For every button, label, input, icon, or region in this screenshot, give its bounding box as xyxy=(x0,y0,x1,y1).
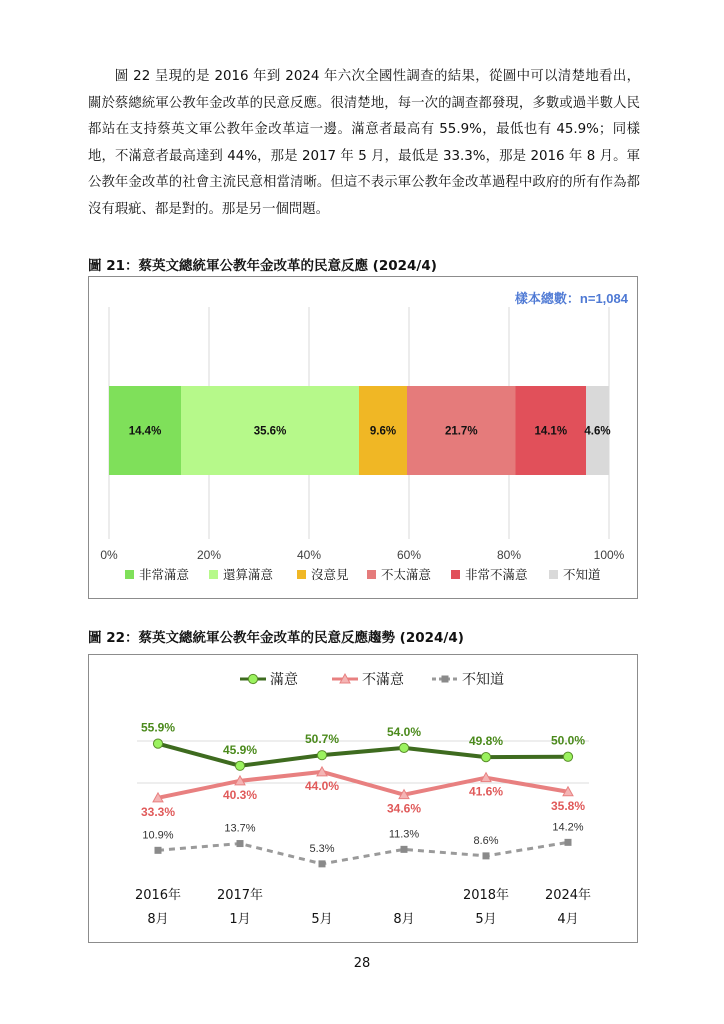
legend-label: 沒意見 xyxy=(311,567,349,582)
bar-value-label: 4.6% xyxy=(584,425,611,438)
series-line-1 xyxy=(158,772,568,798)
data-point xyxy=(155,847,162,854)
data-label: 41.6% xyxy=(468,784,504,799)
data-point xyxy=(563,752,572,761)
data-label: 44.0% xyxy=(304,778,340,793)
figure21-title: 圖 21：蔡英文總統軍公教年金改革的民意反應 (2024/4) xyxy=(88,258,437,274)
data-label: 33.3% xyxy=(140,804,176,819)
data-point xyxy=(483,852,490,859)
legend-swatch xyxy=(451,570,460,579)
stacked-bar-chart xyxy=(89,277,636,597)
data-label: 8.6% xyxy=(473,834,499,847)
legend-swatch xyxy=(367,570,376,579)
x-tick-label: 0% xyxy=(100,548,118,562)
series-line-2 xyxy=(158,842,568,864)
legend-swatch xyxy=(549,570,558,579)
data-label: 35.8% xyxy=(550,798,586,813)
x-tick-label: 20% xyxy=(196,548,222,562)
x-tick-label: 60% xyxy=(396,548,422,562)
legend-label: 非常不滿意 xyxy=(465,567,528,582)
legend-label: 不滿意 xyxy=(362,672,404,688)
data-label: 50.0% xyxy=(550,733,586,748)
data-label: 45.9% xyxy=(222,742,258,757)
data-label: 10.9% xyxy=(142,829,174,842)
data-label: 55.9% xyxy=(140,720,176,735)
figure22-title: 圖 22：蔡英文總統軍公教年金改革的民意反應趨勢 (2024/4) xyxy=(88,630,464,646)
legend-swatch xyxy=(209,570,218,579)
data-point xyxy=(237,840,244,847)
x-tick-label: 100% xyxy=(593,548,625,562)
legend-marker xyxy=(442,676,449,683)
x-axis-label: 2024年 xyxy=(544,888,592,903)
data-label: 34.6% xyxy=(386,801,422,816)
bar-value-label: 21.7% xyxy=(444,425,478,438)
x-tick-label: 80% xyxy=(496,548,522,562)
bar-value-label: 9.6% xyxy=(369,425,397,438)
legend-label: 還算滿意 xyxy=(223,567,274,582)
data-point xyxy=(317,751,326,760)
bar-value-label: 14.4% xyxy=(128,425,162,438)
x-axis-label: 8月 xyxy=(147,912,169,927)
x-axis-label: 4月 xyxy=(557,912,579,927)
figure22-frame xyxy=(88,654,638,943)
x-axis-label: 2017年 xyxy=(216,888,264,903)
data-label: 14.2% xyxy=(552,821,584,834)
data-label: 11.3% xyxy=(388,828,420,841)
legend-swatch xyxy=(125,570,134,579)
data-label: 54.0% xyxy=(386,724,422,739)
x-axis-label: 2018年 xyxy=(462,888,510,903)
bar-value-label: 14.1% xyxy=(534,425,568,438)
legend-label: 不知道 xyxy=(462,672,504,688)
figure21-frame xyxy=(88,276,638,599)
sample-size-note: 樣本總數：n=1,084 xyxy=(514,291,628,306)
x-tick-label: 40% xyxy=(296,548,322,562)
data-point xyxy=(481,753,490,762)
data-point xyxy=(401,846,408,853)
data-label: 13.7% xyxy=(224,822,256,835)
legend-label: 不太滿意 xyxy=(381,567,432,582)
legend-swatch xyxy=(297,570,306,579)
page-number: 28 xyxy=(353,956,371,971)
data-point xyxy=(565,839,572,846)
x-axis-label: 5月 xyxy=(475,912,497,927)
legend-label: 滿意 xyxy=(270,672,298,688)
data-point xyxy=(235,761,244,770)
legend-label: 不知道 xyxy=(563,567,601,582)
data-point xyxy=(399,743,408,752)
x-axis-label: 2016年 xyxy=(134,888,182,903)
trend-line-chart xyxy=(89,655,636,941)
body-paragraph: 圖 22 呈現的是 2016 年到 2024 年六次全國性調查的結果，從圖中可以清楚地看出，關於蔡總統軍公教年金改革的民意反應。很清楚地，每一次的調查都發現，多數或過半數人民都站在支持蔡英文軍公教年金改革這一邊。滿意者最高有 55.9%，最低也有 45.9%；同樣地，不滿意者最高達到 44%，那是 2017 年 5 月，最低是 33.3%，那是 2016 年 8 月。軍公教年金改革的社會主流民意相當清晰。但這不表示軍公教年金改革過程中政府的所有作為都沒有瑕疵、都是對的。那是另一個問題。 xyxy=(88,69,640,217)
legend-label: 非常滿意 xyxy=(139,567,190,582)
data-label: 40.3% xyxy=(222,787,258,802)
data-label: 5.3% xyxy=(309,842,335,855)
data-point xyxy=(319,860,326,867)
x-axis-label: 5月 xyxy=(311,912,333,927)
data-label: 50.7% xyxy=(304,732,340,747)
legend-marker xyxy=(248,674,257,683)
data-label: 49.8% xyxy=(468,734,504,749)
x-axis-label: 8月 xyxy=(393,912,415,927)
bar-value-label: 35.6% xyxy=(253,425,287,438)
data-point xyxy=(153,739,162,748)
series-line-0 xyxy=(158,744,568,766)
x-axis-label: 1月 xyxy=(229,912,251,927)
